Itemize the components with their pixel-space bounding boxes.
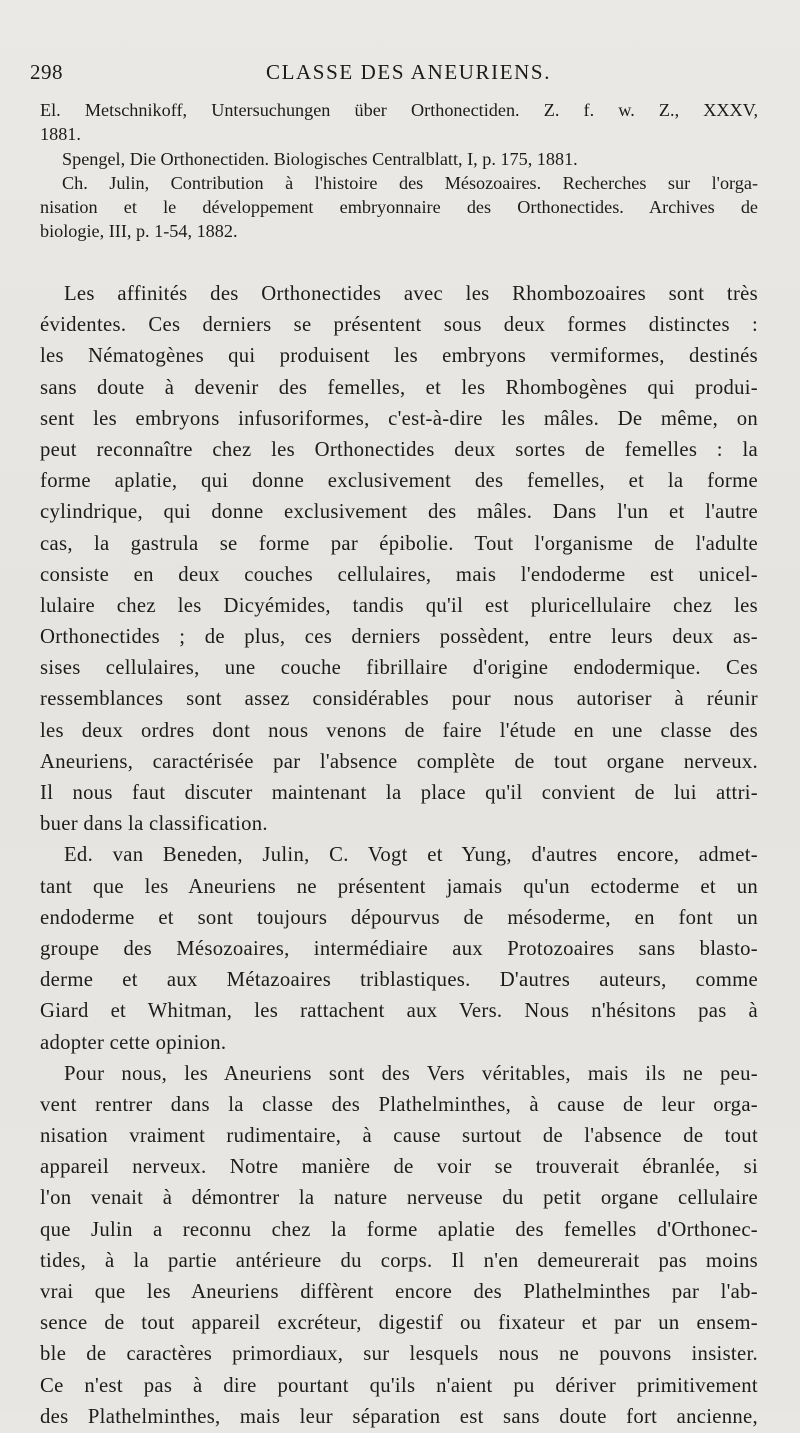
text-line: Les affinités des Orthonectides avec les Rhombozoaires sont très bbox=[64, 283, 758, 305]
text-line: cylindrique, qui donne exclusivement des mâles. Dans l'un et l'autre bbox=[40, 501, 758, 524]
page-header bbox=[30, 60, 750, 90]
reference-line: 1881. bbox=[40, 124, 81, 145]
text-line: appareil nerveux. Notre manière de voir se trouverait ébranlée, si bbox=[40, 1156, 758, 1179]
text-line: cas, la gastrula se forme par épibolie. Tout l'organisme de l'adulte bbox=[40, 532, 758, 555]
text-line: derme et aux Métazoaires triblastiques. D'autres auteurs, comme bbox=[40, 969, 758, 992]
running-head: CLASSE DES ANEURIENS. bbox=[266, 60, 552, 84]
paragraph-pour-nous bbox=[40, 1059, 758, 1433]
page-number: 298 bbox=[30, 60, 63, 84]
text-line: que Julin a reconnu chez la forme aplatie des femelles d'Orthonec- bbox=[40, 1218, 758, 1241]
text-line: forme aplatie, qui donne exclusivement des femelles, et la forme bbox=[40, 470, 758, 493]
reference-julin bbox=[40, 171, 758, 244]
reference-line: Spengel, Die Orthonectiden. Biologisches Centralblatt, I, p. 175, 1881. bbox=[62, 148, 578, 169]
text-line: sent les embryons infusoriformes, c'est-à-dire les mâles. De même, on bbox=[40, 407, 758, 430]
text-line: consiste en deux couches cellulaires, mais l'endoderme est unicel- bbox=[40, 563, 758, 586]
body-text bbox=[40, 279, 758, 1433]
text-line: Ed. van Beneden, Julin, C. Vogt et Yung, d'autres encore, admet- bbox=[64, 844, 758, 867]
text-line: sises cellulaires, une couche fibrillaire d'origine endodermique. Ces bbox=[40, 657, 758, 680]
text-line: Orthonectides ; de plus, ces derniers possèdent, entre leurs deux as- bbox=[40, 626, 758, 649]
text-line: des Plathelminthes, mais leur séparation est sans doute fort ancienne, bbox=[40, 1405, 758, 1428]
text-line: l'on venait à démontrer la nature nerveuse du petit organe cellulaire bbox=[40, 1187, 758, 1210]
text-line: évidentes. Ces derniers se présentent sous deux formes distinctes : bbox=[40, 314, 758, 337]
text-line: ressemblances sont assez considérables pour nous autoriser à réunir bbox=[40, 688, 758, 711]
bibliography bbox=[40, 98, 758, 244]
text-line: les deux ordres dont nous venons de faire l'étude en une classe des bbox=[40, 719, 758, 742]
text-line: ble de caractères primordiaux, sur lesquels nous ne pouvons insister. bbox=[40, 1343, 758, 1366]
text-line: les Nématogènes qui produisent les embryons vermiformes, destinés bbox=[40, 345, 758, 368]
text-line: sans doute à devenir des femelles, et les Rhombogènes qui produi- bbox=[40, 376, 758, 399]
text-line: groupe des Mésozoaires, intermédiaire aux Protozoaires sans blasto- bbox=[40, 937, 758, 960]
text-line: tides, à la partie antérieure du corps. Il n'en demeurerait pas moins bbox=[40, 1249, 758, 1272]
reference-spengel bbox=[40, 147, 758, 171]
text-line: peut reconnaître chez les Orthonectides deux sortes de femelles : la bbox=[40, 438, 758, 461]
text-line: endoderme et sont toujours dépourvus de mésoderme, en font un bbox=[40, 906, 758, 929]
reference-line: biologie, III, p. 1-54, 1882. bbox=[40, 221, 238, 242]
text-line: vrai que les Aneuriens diffèrent encore des Plathelminthes par l'ab- bbox=[40, 1281, 758, 1303]
text-line: Pour nous, les Aneuriens sont des Vers véritables, mais ils ne peu- bbox=[64, 1062, 758, 1085]
text-line: vent rentrer dans la classe des Plathelminthes, à cause de leur orga- bbox=[40, 1093, 758, 1116]
text-line: lulaire chez les Dicyémides, tandis qu'il est pluricellulaire chez les bbox=[40, 594, 758, 617]
text-line: buer dans la classification. bbox=[40, 813, 268, 836]
paragraph-van-beneden bbox=[40, 840, 758, 1058]
text-line: adopter cette opinion. bbox=[40, 1031, 227, 1054]
text-line: Ce n'est pas à dire pourtant qu'ils n'aient pu dériver primitivement bbox=[40, 1374, 758, 1397]
reference-line: nisation et le développement embryonnaire des Orthonectides. Archives de bbox=[40, 197, 758, 218]
text-line: sence de tout appareil excréteur, digestif ou fixateur et par un ensem- bbox=[40, 1312, 758, 1335]
text-line: Aneuriens, caractérisée par l'absence complète de tout organe nerveux. bbox=[40, 750, 758, 773]
paragraph-affinites bbox=[40, 279, 758, 840]
text-line: Il nous faut discuter maintenant la place qu'il convient de lui attri- bbox=[40, 782, 758, 804]
text-line: tant que les Aneuriens ne présentent jamais qu'un ectoderme et un bbox=[40, 875, 758, 898]
text-line: nisation vraiment rudimentaire, à cause surtout de l'absence de tout bbox=[40, 1125, 758, 1148]
text-line: Giard et Whitman, les rattachent aux Vers. Nous n'hésitons pas à bbox=[40, 1000, 758, 1023]
reference-line: El. Metschnikoff, Untersuchungen über Orthonectiden. Z. f. w. Z., XXXV, bbox=[40, 100, 758, 120]
reference-metschnikoff bbox=[40, 98, 758, 147]
reference-line: Ch. Julin, Contribution à l'histoire des Mésozoaires. Recherches sur l'orga- bbox=[62, 172, 758, 193]
